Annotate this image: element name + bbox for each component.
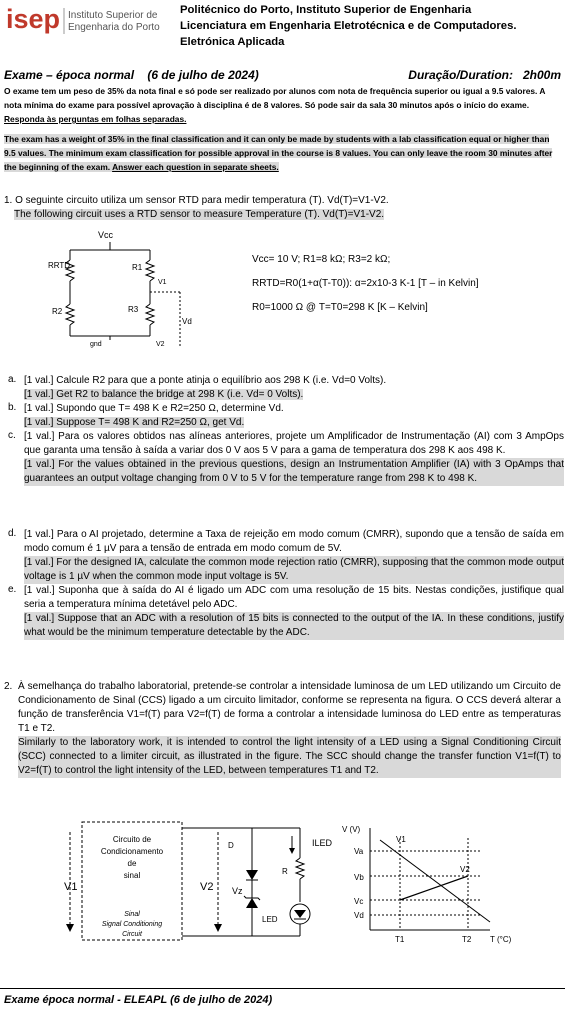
- fig-d: D: [228, 841, 234, 850]
- q1-item-b: [4, 402, 561, 430]
- item-e-label: e.: [8, 584, 17, 595]
- box-pt2: Condicionamento: [100, 847, 164, 856]
- label-v1: V1: [158, 279, 167, 286]
- exam-title: Exame – época normal (6 de julho de 2024): [4, 68, 259, 82]
- label-gnd: gnd: [90, 341, 102, 348]
- graph-va: Va: [354, 847, 364, 856]
- fig-v1: V1: [64, 881, 78, 893]
- item-c-label: c.: [8, 430, 16, 441]
- label-rrtd: RRTD: [48, 261, 71, 270]
- isep-logo-graphic: [6, 4, 176, 38]
- fig-v2: V2: [200, 881, 214, 893]
- intro-en-text: The exam has a weight of 35% in the final classification and it can only be made by students with a lab classification equal or higher than 9.5 values. The minimum exam classification for possible approval in the course is 8 values. You can only leave the room 30 minutes after the beginning of the exam.: [4, 134, 553, 172]
- q1-bridge-circuit: [40, 226, 230, 376]
- exam-title-line: [4, 68, 561, 82]
- q1-en: The following circuit uses a RTD sensor to measure Temperature (T). Vd(T)=V1-V2.: [14, 209, 385, 220]
- graph-vb: Vb: [354, 873, 364, 882]
- box-pt4: sinal: [123, 871, 141, 880]
- graph-t1: T1: [395, 935, 405, 944]
- fig-r: R: [282, 867, 288, 876]
- intro-en-underlined: Answer each question in separate sheets.: [112, 162, 279, 172]
- graph-v2-label: V2: [460, 865, 470, 874]
- box-en2: Signal Conditioning: [101, 921, 163, 928]
- footer-rule: [0, 988, 565, 989]
- isep-logo: [6, 4, 176, 38]
- logo-text: isep: [6, 4, 61, 34]
- item-e-pt: [1 val.] Suponha que à saída do AI é ligado um ADC com uma resolução de 15 bits. Nestas condições, justifique qual seria a temperatura mínima detetável pelo ADC.: [24, 585, 564, 610]
- item-b-en: [1 val.] Suppose T= 498 K and R2=250 Ω, get Vd.: [24, 417, 245, 428]
- label-r2: R2: [52, 307, 63, 316]
- q1-statement: [4, 194, 561, 222]
- item-b-pt: [1 val.] Supondo que T= 498 K e R2=250 Ω, determine Vd.: [24, 403, 284, 414]
- item-d-en: [1 val.] For the designed IA, calculate the common mode rejection ratio (CMRR), supposing that the common mode output voltage is 1 µV when the common mode input voltage is 5V.: [24, 557, 564, 582]
- item-a-en: [1 val.] Get R2 to balance the bridge at 298 K (i.e. Vd= 0 Volts).: [24, 389, 304, 400]
- q2-pt: À semelhança do trabalho laboratorial, pretende-se controlar a intensidade luminosa de um LED utilizando um Circuito de Condicionamento de Sinal (CCS) ligado a um circuito limitador, conforme se representa na figura. O CCS deverá alterar a função de transferência V1=f(T) para V2=f(T) de forma a controlar a intensidade luminosa do LED entre as temperaturas T1 e T2.: [18, 681, 561, 734]
- fig-vz: Vz: [232, 886, 243, 896]
- q2-limiter-circuit: [40, 818, 340, 948]
- q2-en: Similarly to the laboratory work, it is intended to control the light intensity of a LED using a Signal Conditioning Circuit (SCC) connected to a limiter circuit, as illustrated in the figure. The SCC should change the transfer function V1=f(T) to V2=f(T) to control the light intensity of the LED, between temperatures T1 and T2.: [18, 737, 561, 776]
- item-c-en: [1 val.] For the values obtained in the previous questions, design an Instrumentation Amplifier (IA) with 3 OpAmps that guarantees an output voltage changing from 0 V to 5 V for the temperature range from 298 K to 498 K.: [24, 459, 564, 484]
- box-en3: Circuit: [122, 931, 142, 938]
- graph-t2: T2: [462, 935, 472, 944]
- exam-duration: Duração/Duration: 2h00m: [408, 68, 561, 82]
- q1-item-e: [4, 584, 564, 640]
- q2-statement: [4, 680, 561, 778]
- label-v2: V2: [156, 341, 165, 348]
- box-pt3: de: [127, 859, 137, 868]
- graph-vc: Vc: [354, 897, 364, 906]
- institution: Politécnico do Porto, Instituto Superior de Engenharia: [180, 4, 472, 16]
- graph-v2-line: [400, 876, 468, 900]
- q1-pt: O seguinte circuito utiliza um sensor RTD para medir temperatura (T). Vd(T)=V1-V2.: [15, 195, 389, 206]
- intro-pt: [4, 84, 561, 126]
- q1-item-c: [4, 430, 564, 528]
- fig-iled: ILED: [312, 838, 333, 848]
- intro-en: [4, 132, 561, 174]
- box-pt1: Circuito de: [112, 835, 152, 844]
- fig-led: LED: [262, 915, 278, 924]
- course: Eletrónica Aplicada: [180, 36, 285, 48]
- item-b-label: b.: [8, 402, 17, 413]
- item-a-pt: [1 val.] Calcule R2 para que a ponte atinja o equilíbrio aos 298 K (i.e. Vd=0 Volts).: [24, 375, 387, 386]
- label-vd: Vd: [182, 317, 192, 326]
- graph-ylabel: V (V): [342, 825, 361, 834]
- box-en1: Sinal: [124, 911, 140, 918]
- degree: Licenciatura em Engenharia Eletrotécnica e de Computadores.: [180, 20, 517, 32]
- item-d-pt: [1 val.] Para o AI projetado, determine a Taxa de rejeição em modo comum (CMRR), supondo que a tensão de saída em modo comum é 1 µV para a tensão de entrada em modo comum de 5V.: [24, 529, 564, 554]
- graph-v1-label: V1: [396, 835, 406, 844]
- q2-transfer-graph: [340, 818, 560, 948]
- param-line3: R0=1000 Ω @ T=T0=298 K [K – Kelvin]: [252, 302, 428, 313]
- logo-line2: Engenharia do Porto: [68, 22, 160, 33]
- label-r3: R3: [128, 305, 139, 314]
- q1-item-d: [4, 528, 564, 584]
- item-d-label: d.: [8, 528, 17, 539]
- footer: Exame época normal - ELEAPL (6 de julho de 2024): [4, 994, 273, 1006]
- q1-parameters: [252, 248, 557, 320]
- label-vcc: Vcc: [98, 230, 114, 240]
- item-a-label: a.: [8, 374, 17, 385]
- item-c-pt: [1 val.] Para os valores obtidos nas alíneas anteriores, projete um Amplificador de Instrumentação (AI) com 3 AmpOps que garanta uma tensão à saída a variar dos 0 V aos 5 V para a gama de temperatura dos 298 K aos 498 K.: [24, 431, 564, 456]
- intro-pt-underlined: Responda às perguntas em folhas separadas.: [4, 114, 187, 124]
- institution-block: [180, 2, 560, 50]
- param-line1: Vcc= 10 V; R1=8 kΩ; R3=2 kΩ;: [252, 254, 391, 265]
- q1-item-a: [4, 374, 561, 402]
- label-r1: R1: [132, 263, 143, 272]
- q1-number: 1.: [4, 195, 13, 206]
- graph-v1-line: [380, 840, 490, 922]
- q2-number: 2.: [4, 681, 13, 692]
- item-e-en: [1 val.] Suppose that an ADC with a resolution of 15 bits is connected to the output of the IA. In these conditions, justify what would be the minimum temperature detectable by the ADC.: [24, 613, 564, 638]
- intro-pt-text: O exame tem um peso de 35% da nota final e só pode ser realizado por alunos com nota de frequência superior ou igual a 9.5 valores. A nota mínima do exame para possível aprovação à disciplina é de 8 valores. Só pode sair da sala 30 minutos após o início do exame.: [4, 86, 546, 110]
- graph-xlabel: T (°C): [490, 935, 512, 944]
- param-line2: RRTD=R0(1+α(T-T0)): α=2x10-3 K-1 [T – in Kelvin]: [252, 278, 479, 289]
- graph-vd: Vd: [354, 911, 364, 920]
- logo-line1: Instituto Superior de: [68, 10, 158, 21]
- q1-items: [4, 374, 564, 640]
